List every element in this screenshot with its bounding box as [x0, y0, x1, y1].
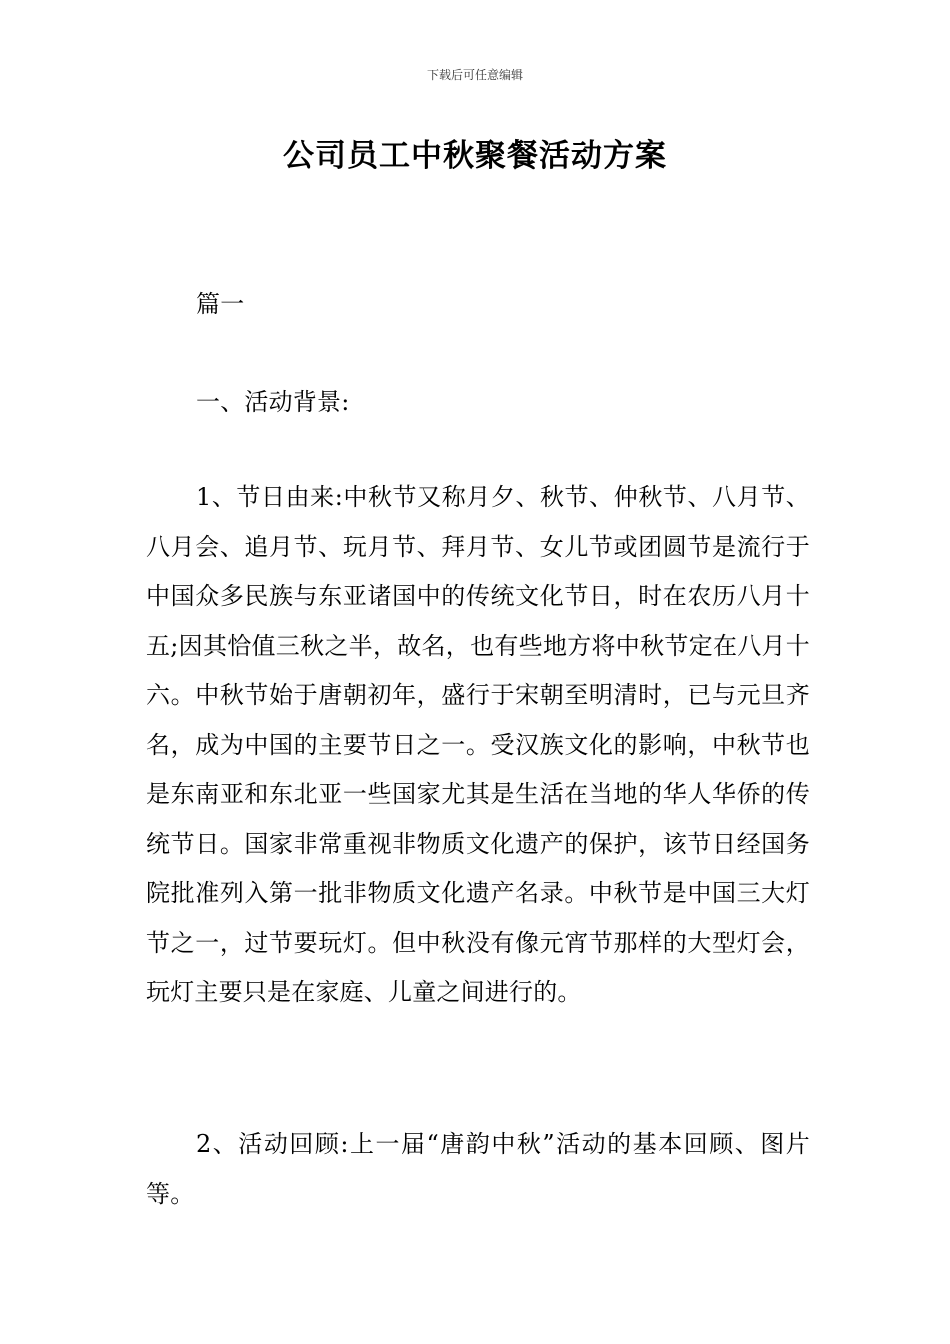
document-title: 公司员工中秋聚餐活动方案 [283, 138, 667, 174]
section-heading: 一、活动背景: [196, 388, 350, 416]
paragraph-activity-review: 2、活动回顾:上一届“唐韵中秋”活动的基本回顾、图片等。 [146, 1130, 810, 1208]
header-note: 下载后可任意编辑 [426, 68, 523, 82]
paragraph-festival-origin: 1、节日由来:中秋节又称月夕、秋节、仲秋节、八月节、八月会、追月节、玩月节、拜月节、女儿节或团圆节是流行于中国众多民族与东亚诸国中的传统文化节日，时在农历八月十五;因其恰值三秋之半，故名，也有些地方将中秋节定在八月十六。中秋节始于唐朝初年，盛行于宋朝至明清时，已与元旦齐名，成为中国的主要节日之一。受汉族文化的影响，中秋节也是东南亚和东北亚一些国家尤其是生活在当地的华人华侨的传统节日。国家非常重视非物质文化遗产的保护，该节日经国务院批准列入第一批非物质文化遗产名录。中秋节是中国三大灯节之一，过节要玩灯。但中秋没有像元宵节那样的大型灯会，玩灯主要只是在家庭、儿童之间进行的。 [146, 483, 810, 1006]
section-label: 篇一 [196, 290, 245, 318]
